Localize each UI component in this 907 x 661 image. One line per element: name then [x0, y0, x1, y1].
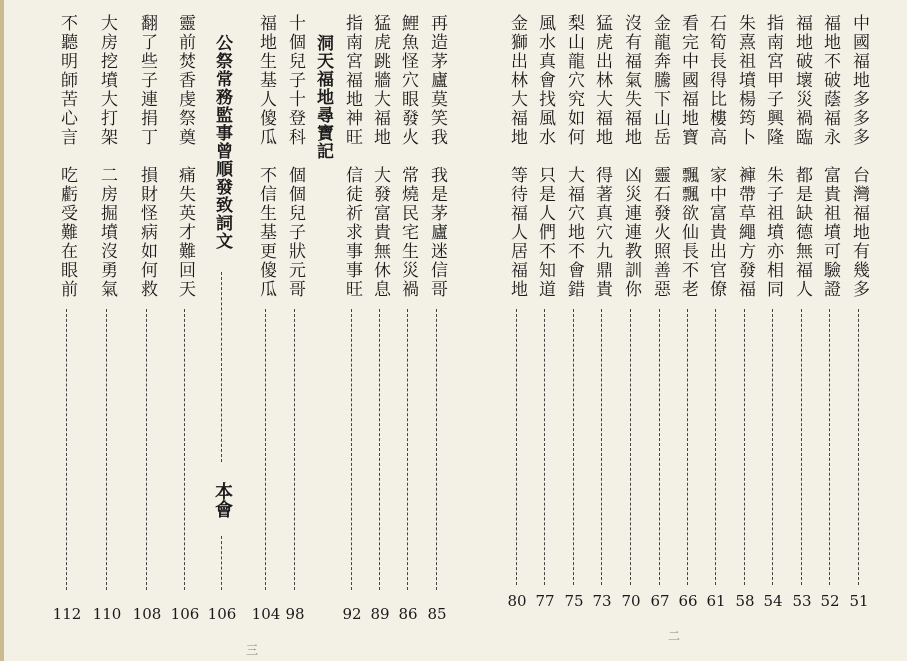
leader-dots: [544, 309, 545, 585]
title-segment: 鯉魚怪穴眼發火: [398, 14, 418, 147]
toc-entry[interactable]: [132, 0, 162, 661]
toc-entry[interactable]: [365, 0, 395, 661]
toc-entry[interactable]: [645, 0, 675, 661]
title-segment: 痛失英才難回天: [175, 166, 195, 299]
title-segment: 洞天福地尋寶記: [313, 34, 333, 160]
title-segment: 不聽明師苦心言: [57, 14, 77, 147]
page-number: 108: [132, 605, 162, 623]
toc-entry[interactable]: [844, 0, 874, 661]
entry-title: [207, 34, 237, 334]
title-segment: 指南宮甲子興隆: [763, 14, 783, 147]
leader-dots: [221, 536, 222, 590]
title-segment: 常燒民宅生災禍: [398, 166, 418, 299]
title-segment: 我是茅廬迷信哥: [427, 166, 447, 299]
page-number: 67: [650, 592, 670, 610]
title-segment: 信徒祈求事事旺: [342, 166, 362, 299]
title-segment: 大房挖墳大打架: [97, 14, 117, 147]
entry-title: [758, 14, 788, 314]
page-number: 104: [251, 605, 281, 623]
title-segment: 等待福人居福地: [507, 166, 527, 299]
entry-title: [673, 14, 703, 314]
page-number: 106: [207, 605, 237, 623]
leader-dots: [744, 309, 745, 585]
leader-dots: [630, 309, 631, 585]
title-segment: 公祭常務監事曾順發致詞文: [212, 34, 232, 250]
toc-entry[interactable]: [52, 0, 82, 661]
entry-title: [587, 14, 617, 314]
leader-dots: [184, 309, 185, 590]
leader-dots: [516, 309, 517, 585]
title-segment: 家中富貴出官僚: [706, 166, 726, 299]
toc-entry[interactable]: [559, 0, 589, 661]
entry-title: [365, 14, 395, 314]
title-segment: 損財怪病如何救: [137, 166, 157, 299]
author-label: 本會: [212, 482, 233, 518]
leader-dots: [715, 309, 716, 585]
right-page-folio: 二: [668, 629, 681, 643]
page-number: 75: [564, 592, 584, 610]
toc-entry[interactable]: [815, 0, 845, 661]
title-segment: 朱子祖墳亦相同: [763, 166, 783, 299]
title-segment: 指南宮福地神旺: [342, 14, 362, 147]
title-segment: 都是缺德無福人: [792, 166, 812, 299]
title-segment: 二房掘墳沒勇氣: [97, 166, 117, 299]
leader-dots: [379, 309, 380, 590]
leader-dots: [573, 309, 574, 585]
title-segment: 飄飄欲仙長不老: [678, 166, 698, 299]
page-number: 73: [592, 592, 612, 610]
leader-dots: [351, 309, 352, 590]
page-number: 51: [849, 592, 869, 610]
title-segment: 沒有福氣失福地: [621, 14, 641, 147]
title-segment: 吃虧受難在眼前: [57, 166, 77, 299]
entry-title: [52, 14, 82, 314]
page-number: 70: [621, 592, 641, 610]
title-segment: 福地破壞災禍臨: [792, 14, 812, 147]
toc-entry[interactable]: [673, 0, 703, 661]
entry-title: [92, 14, 122, 314]
page-number: 52: [820, 592, 840, 610]
title-segment: 只是人們不知道: [535, 166, 555, 299]
leader-dots: [829, 309, 830, 585]
leader-dots: [772, 309, 773, 585]
title-segment: 福地生基人傻瓜: [256, 14, 276, 147]
title-segment: 個個兒子狀元哥: [285, 166, 305, 299]
left-page-folio: 三: [246, 643, 259, 657]
toc-heading[interactable]: [207, 0, 237, 661]
leader-dots: [687, 309, 688, 585]
page-number: 61: [706, 592, 726, 610]
entry-title: [559, 14, 589, 314]
title-segment: 大福穴地不會錯: [564, 166, 584, 299]
toc-entry[interactable]: [502, 0, 532, 661]
entry-title: [393, 14, 423, 314]
entry-title: [502, 14, 532, 314]
toc-entry[interactable]: [530, 0, 560, 661]
leader-dots: [659, 309, 660, 585]
toc-entry[interactable]: [616, 0, 646, 661]
entry-title: [422, 14, 452, 314]
entry-title: [308, 34, 338, 334]
page-number: 89: [370, 605, 390, 623]
leader-dots: [801, 309, 802, 585]
toc-entry[interactable]: [251, 0, 281, 661]
leader-dots: [66, 309, 67, 590]
toc-entry[interactable]: [701, 0, 731, 661]
entry-title: [280, 14, 310, 314]
leader-dots: [858, 309, 859, 585]
leader-dots: [221, 272, 222, 462]
title-segment: 褲帶草繩方發福: [735, 166, 755, 299]
leader-dots: [436, 309, 437, 590]
title-segment: 不信生基更傻瓜: [256, 166, 276, 299]
title-segment: 十個兒子十登科: [285, 14, 305, 147]
entry-title: [730, 14, 760, 314]
page-number: 66: [678, 592, 698, 610]
leader-dots: [106, 309, 107, 590]
title-segment: 再造茅廬莫笑我: [427, 14, 447, 147]
entry-title: [787, 14, 817, 314]
page-number: 92: [342, 605, 362, 623]
entry-title: [701, 14, 731, 314]
title-segment: 金龍奔騰下山岳: [650, 14, 670, 147]
toc-entry[interactable]: [422, 0, 452, 661]
title-segment: 大發富貴無休息: [370, 166, 390, 299]
leader-dots: [146, 309, 147, 590]
entry-title: [815, 14, 845, 314]
page-number: 86: [398, 605, 418, 623]
title-segment: 金獅出林大福地: [507, 14, 527, 147]
page-number: 85: [427, 605, 447, 623]
entry-title: [170, 14, 200, 314]
toc-entry[interactable]: [393, 0, 423, 661]
title-segment: 得著真穴九鼎貴: [592, 166, 612, 299]
title-segment: 富貴祖墳可驗證: [820, 166, 840, 299]
entry-title: [337, 14, 367, 314]
title-segment: 靈前焚香虔祭奠: [175, 14, 195, 147]
toc-entry[interactable]: [787, 0, 817, 661]
entry-title: [616, 14, 646, 314]
page-number: 54: [763, 592, 783, 610]
title-segment: 看完中國福地寶: [678, 14, 698, 147]
toc-entry[interactable]: [730, 0, 760, 661]
title-segment: 梨山龍穴究如何: [564, 14, 584, 147]
toc-entry[interactable]: [337, 0, 367, 661]
page-number: 110: [92, 605, 122, 623]
page-number: 77: [535, 592, 555, 610]
entry-title: [530, 14, 560, 314]
leader-dots: [407, 309, 408, 590]
page-number: 106: [170, 605, 200, 623]
page-number: 80: [507, 592, 527, 610]
title-segment: 凶災連連教訓你: [621, 166, 641, 299]
title-segment: 翻了些子連捐丁: [137, 14, 157, 147]
title-segment: 朱熹祖墳楊筠卜: [735, 14, 755, 147]
leader-dots: [265, 309, 266, 590]
title-segment: 石筍長得比樓高: [706, 14, 726, 147]
entry-title: [844, 14, 874, 314]
title-segment: 台灣福地有幾多: [849, 166, 869, 299]
title-segment: 中國福地多多多: [849, 14, 869, 147]
entry-title: [251, 14, 281, 314]
page-number: 98: [285, 605, 305, 623]
page-number: 58: [735, 592, 755, 610]
title-segment: 福地不破蔭福永: [820, 14, 840, 147]
entry-title: [132, 14, 162, 314]
title-segment: 靈石發火照善惡: [650, 166, 670, 299]
title-segment: 猛虎出林大福地: [592, 14, 612, 147]
title-segment: 風水真會找風水: [535, 14, 555, 147]
toc-entry[interactable]: [92, 0, 122, 661]
toc-heading[interactable]: [308, 0, 338, 661]
toc-entry[interactable]: [758, 0, 788, 661]
leader-dots: [601, 309, 602, 585]
title-segment: 猛虎跳牆大福地: [370, 14, 390, 147]
toc-entry[interactable]: [170, 0, 200, 661]
page-number: 112: [52, 605, 82, 623]
leader-dots: [294, 309, 295, 590]
page-number: 53: [792, 592, 812, 610]
entry-title: [645, 14, 675, 314]
toc-entry[interactable]: [280, 0, 310, 661]
toc-entry[interactable]: [587, 0, 617, 661]
